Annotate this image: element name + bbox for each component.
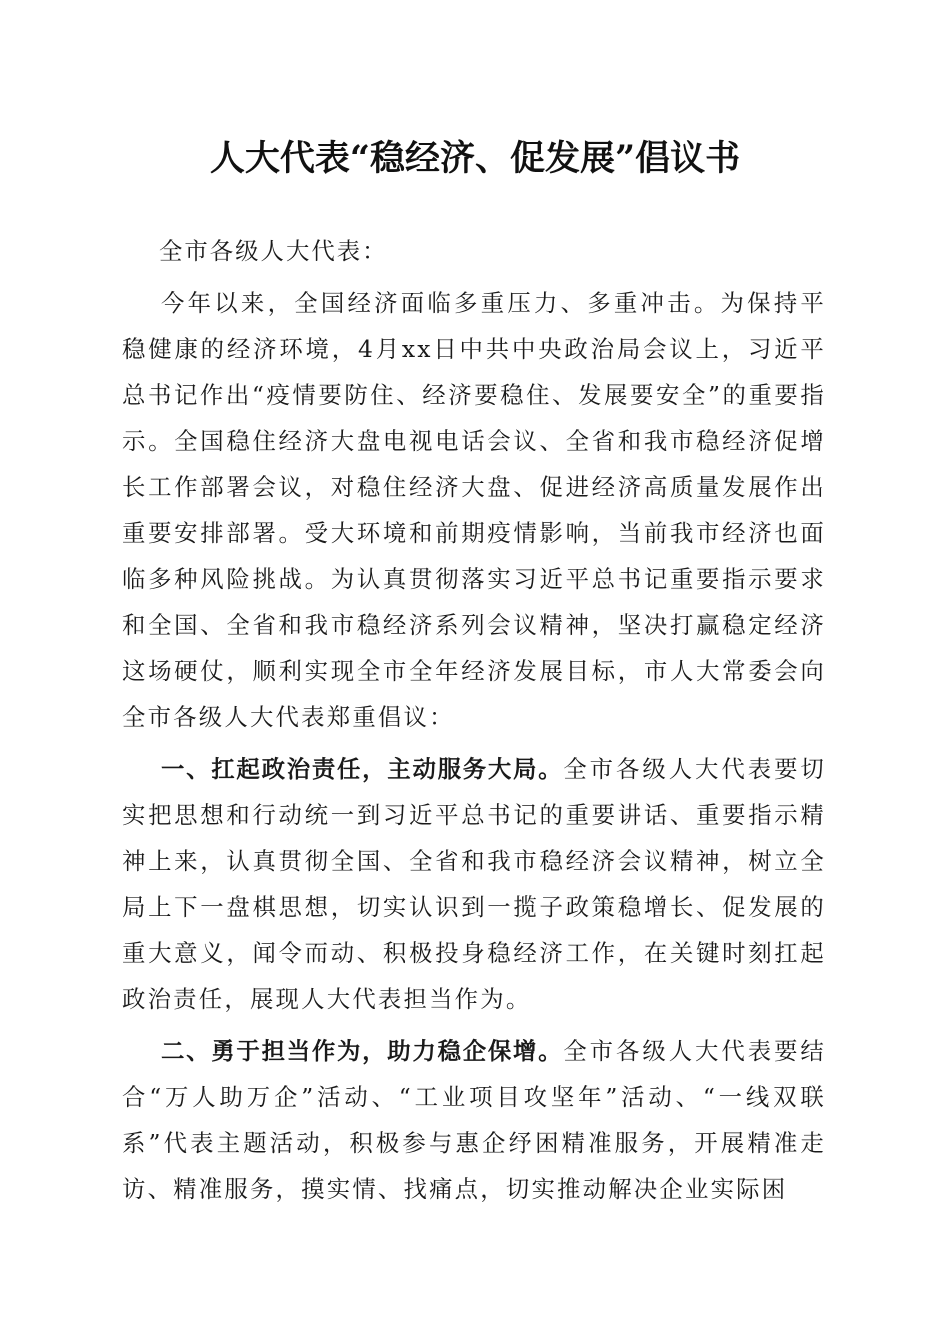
item-paragraph-1 bbox=[122, 746, 826, 1022]
item-text-1: 全市各级人大代表要切实把思想和行动统一到习近平总书记的重要讲话、重要指示精神上来，认真贯彻全国、全省和我市稳经济会议精神，树立全局上下一盘棋思想，切实认识到一揽子政策稳增长、促发展的重大意义，闻令而动、积极投身稳经济工作，在关键时刻扛起政治责任，展现人大代表担当作为。 bbox=[122, 755, 827, 1013]
item-heading-2: 二、勇于担当作为，助力稳企保增。 bbox=[161, 1037, 564, 1065]
intro-paragraph: 今年以来，全国经济面临多重压力、多重冲击。为保持平稳健康的经济环境，4月xx日中共中央政治局会议上，习近平总书记作出“疫情要防住、经济要稳住、发展要安全”的重要指示。全国稳住经济大盘电视电话会议、全省和我市稳经济促增长工作部署会议，对稳住经济大盘、促进经济高质量发展作出重要安排部署。受大环境和前期疫情影响，当前我市经济也面临多种风险挑战。为认真贯彻落实习近平总书记重要指示要求和全国、全省和我市稳经济系列会议精神，坚决打赢稳定经济这场硬仗，顺利实现全市全年经济发展目标，市人大常委会向全市各级人大代表郑重倡议： bbox=[122, 289, 826, 731]
item-heading-1: 一、扛起政治责任，主动服务大局。 bbox=[161, 755, 564, 783]
salutation: 全市各级人大代表： bbox=[159, 237, 388, 265]
document-body bbox=[122, 228, 826, 1218]
item-paragraph-2 bbox=[122, 1028, 826, 1212]
item-text-2: 全市各级人大代表要结合“万人助万企”活动、“工业项目攻坚年”活动、“一线双联系”代表主题活动，积极参与惠企纾困精准服务，开展精准走访、精准服务，摸实情、找痛点，切实推动解决企业实际困 bbox=[122, 1037, 827, 1203]
document-title: 人大代表“稳经济、促发展”倡议书 bbox=[209, 138, 741, 179]
